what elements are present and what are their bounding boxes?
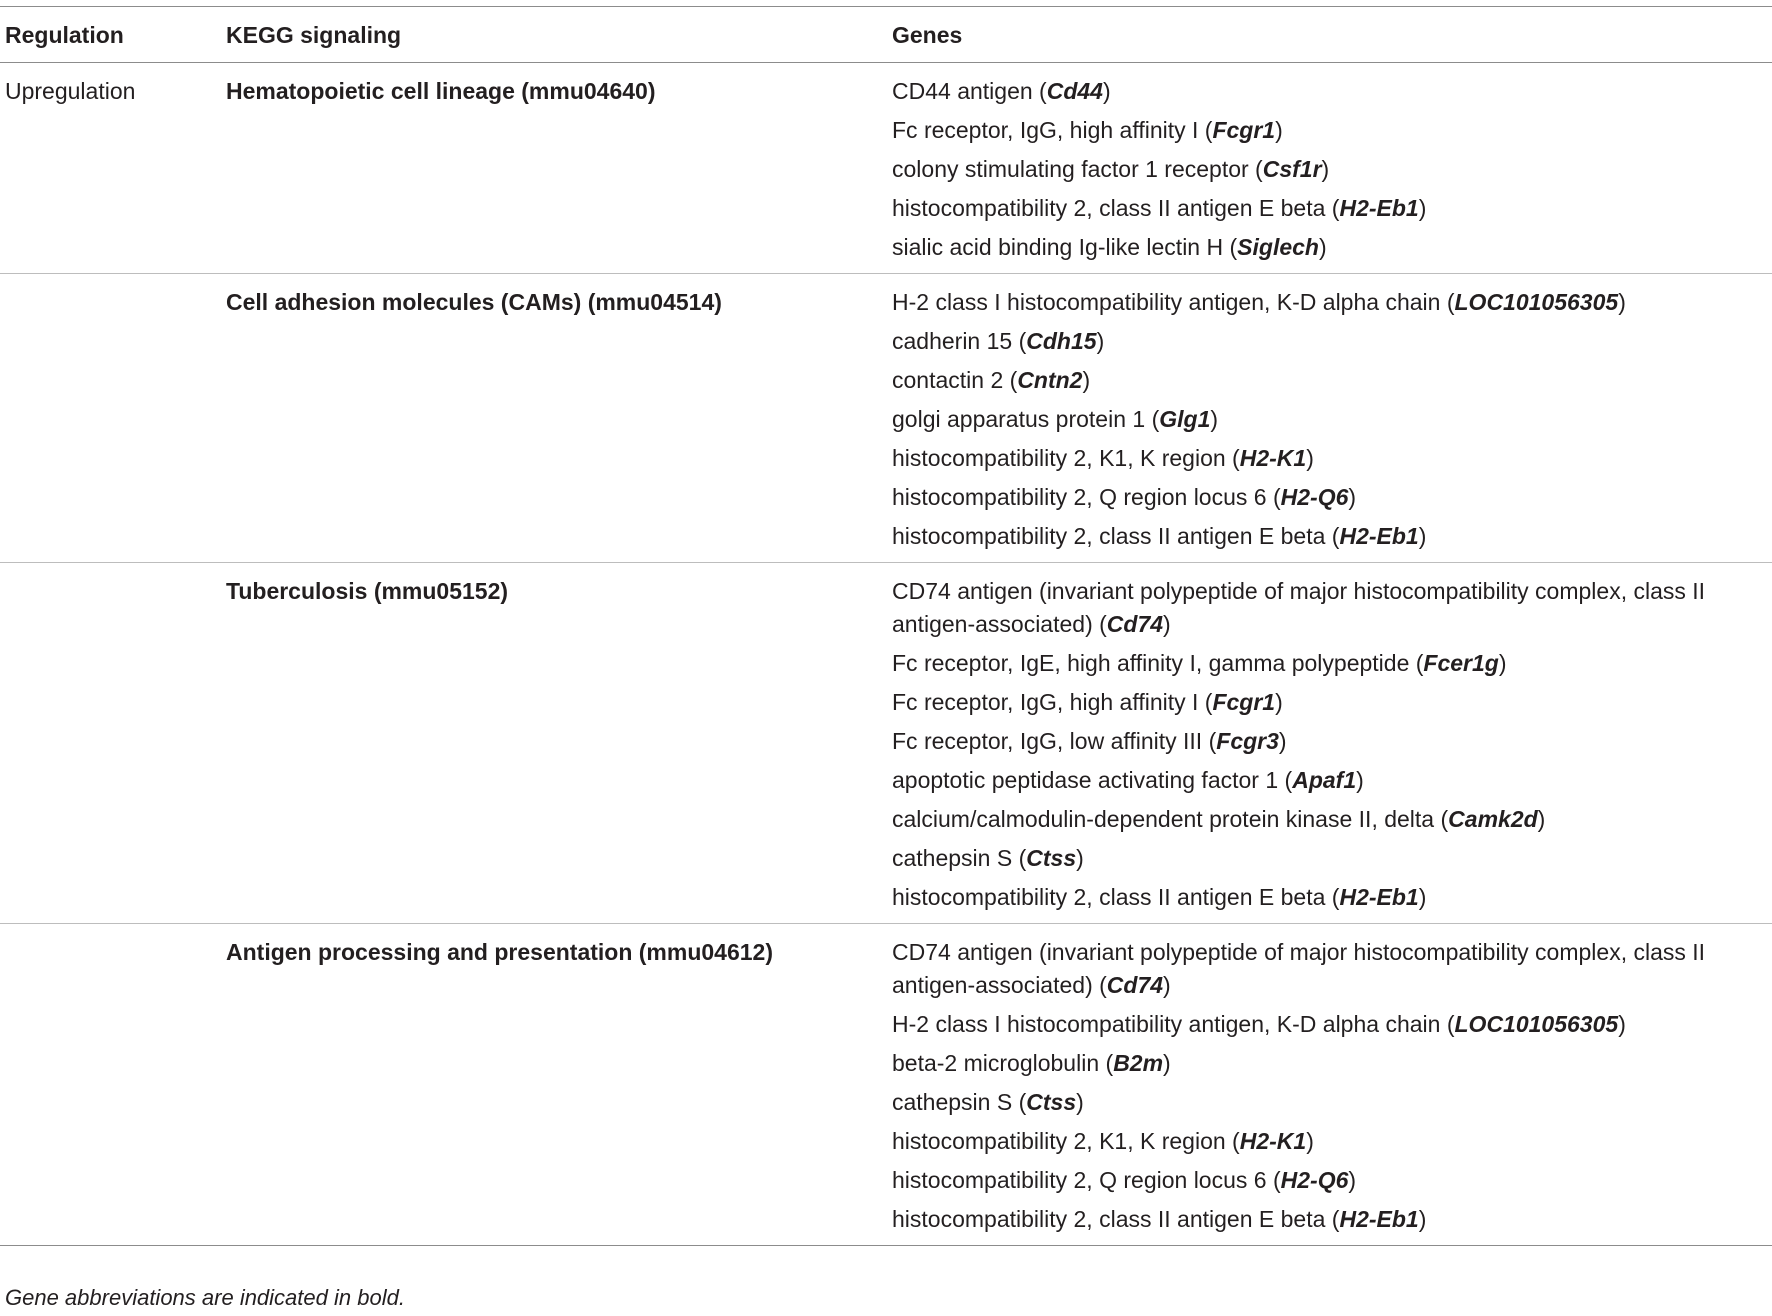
- gene-name: histocompatibility 2, class II antigen E beta: [892, 884, 1326, 910]
- gene-symbol: H2-Eb1: [1339, 884, 1419, 910]
- gene-symbol: Glg1: [1159, 406, 1211, 432]
- gene-name: sialic acid binding Ig-like lectin H: [892, 234, 1224, 260]
- gene-name: histocompatibility 2, Q region locus 6: [892, 1167, 1267, 1193]
- gene-symbol: Camk2d: [1448, 806, 1538, 832]
- gene-item: beta-2 microglobulin (B2m): [892, 1050, 1171, 1076]
- table-row: [0, 63, 1772, 274]
- pathway-cell: Cell adhesion molecules (CAMs) (mmu04514): [226, 289, 722, 315]
- table-container: [0, 6, 1772, 1246]
- gene-symbol: Fcgr3: [1216, 728, 1279, 754]
- gene-symbol: Cd74: [1106, 972, 1164, 998]
- gene-name: histocompatibility 2, Q region locus 6: [892, 484, 1267, 510]
- gene-symbol: Fcer1g: [1423, 650, 1499, 676]
- gene-name: colony stimulating factor 1 receptor: [892, 156, 1249, 182]
- gene-name: cathepsin S: [892, 1089, 1013, 1115]
- table-row: [0, 924, 1772, 1246]
- gene-symbol: H2-Eb1: [1339, 195, 1419, 221]
- gene-item: H-2 class I histocompatibility antigen, K-D alpha chain (LOC101056305): [892, 1011, 1626, 1037]
- genes-cell: [892, 274, 1772, 563]
- pathway-cell: Tuberculosis (mmu05152): [226, 578, 509, 604]
- gene-symbol: H2-Eb1: [1339, 1206, 1419, 1232]
- gene-item: CD44 antigen (Cd44): [892, 78, 1111, 104]
- gene-name: CD74 antigen (invariant polypeptide of major histocompatibility complex, class II antigen-associated): [892, 578, 1706, 637]
- gene-symbol: Apaf1: [1292, 767, 1357, 793]
- gene-item: histocompatibility 2, class II antigen E beta (H2-Eb1): [892, 523, 1427, 549]
- gene-item: histocompatibility 2, Q region locus 6 (H2-Q6): [892, 1167, 1357, 1193]
- gene-name: Fc receptor, IgG, high affinity I: [892, 117, 1199, 143]
- gene-item: colony stimulating factor 1 receptor (Csf1r): [892, 156, 1330, 182]
- gene-name: Fc receptor, IgG, high affinity I: [892, 689, 1199, 715]
- pathway-cell: Antigen processing and presentation (mmu04612): [226, 939, 774, 965]
- gene-symbol: H2-K1: [1239, 1128, 1307, 1154]
- kegg-genes-table: [0, 6, 1772, 1246]
- gene-list: [892, 75, 1772, 264]
- regulation-cell: [0, 924, 226, 1246]
- gene-symbol: B2m: [1113, 1050, 1164, 1076]
- header-regulation: Regulation: [5, 22, 124, 48]
- genes-cell: [892, 924, 1772, 1246]
- gene-name: contactin 2: [892, 367, 1004, 393]
- gene-item: histocompatibility 2, K1, K region (H2-K1): [892, 445, 1314, 471]
- header-genes: Genes: [892, 22, 963, 48]
- gene-name: golgi apparatus protein 1: [892, 406, 1146, 432]
- table-header-row: [0, 7, 1772, 63]
- gene-name: apoptotic peptidase activating factor 1: [892, 767, 1279, 793]
- gene-symbol: H2-Eb1: [1339, 523, 1419, 549]
- gene-name: calcium/calmodulin-dependent protein kinase II, delta: [892, 806, 1435, 832]
- gene-item: cathepsin S (Ctss): [892, 845, 1084, 871]
- header-kegg-signaling: KEGG signaling: [226, 22, 402, 48]
- gene-item: Fc receptor, IgG, high affinity I (Fcgr1): [892, 117, 1283, 143]
- gene-name: histocompatibility 2, class II antigen E beta: [892, 523, 1326, 549]
- gene-item: histocompatibility 2, class II antigen E beta (H2-Eb1): [892, 884, 1427, 910]
- gene-name: Fc receptor, IgG, low affinity III: [892, 728, 1203, 754]
- gene-item: CD74 antigen (invariant polypeptide of major histocompatibility complex, class II antigen-associated) (Cd74): [892, 939, 1706, 998]
- gene-item: Fc receptor, IgG, high affinity I (Fcgr1): [892, 689, 1283, 715]
- gene-item: cadherin 15 (Cdh15): [892, 328, 1105, 354]
- gene-item: cathepsin S (Ctss): [892, 1089, 1084, 1115]
- gene-symbol: Cd74: [1106, 611, 1164, 637]
- gene-name: histocompatibility 2, class II antigen E beta: [892, 1206, 1326, 1232]
- gene-name: beta-2 microglobulin: [892, 1050, 1100, 1076]
- gene-symbol: Siglech: [1237, 234, 1319, 260]
- gene-item: histocompatibility 2, K1, K region (H2-K1): [892, 1128, 1314, 1154]
- genes-cell: [892, 63, 1772, 274]
- gene-item: apoptotic peptidase activating factor 1 (Apaf1): [892, 767, 1364, 793]
- gene-symbol: Fcgr1: [1212, 117, 1276, 143]
- gene-symbol: Cntn2: [1017, 367, 1083, 393]
- gene-symbol: Cdh15: [1026, 328, 1097, 354]
- gene-symbol: Cd44: [1046, 78, 1103, 104]
- table-row: [0, 563, 1772, 924]
- gene-name: H-2 class I histocompatibility antigen, K-D alpha chain: [892, 289, 1441, 315]
- gene-symbol: LOC101056305: [1454, 289, 1619, 315]
- gene-symbol: H2-Q6: [1280, 1167, 1349, 1193]
- table-row: [0, 274, 1772, 563]
- gene-list: [892, 286, 1772, 553]
- gene-item: histocompatibility 2, class II antigen E beta (H2-Eb1): [892, 195, 1427, 221]
- pathway-cell: Hematopoietic cell lineage (mmu04640): [226, 78, 656, 104]
- gene-name: cathepsin S: [892, 845, 1013, 871]
- gene-item: H-2 class I histocompatibility antigen, K-D alpha chain (LOC101056305): [892, 289, 1626, 315]
- regulation-cell: [0, 274, 226, 563]
- gene-name: histocompatibility 2, K1, K region: [892, 1128, 1226, 1154]
- gene-item: histocompatibility 2, Q region locus 6 (H2-Q6): [892, 484, 1357, 510]
- gene-name: CD44 antigen: [892, 78, 1033, 104]
- gene-item: Fc receptor, IgE, high affinity I, gamma polypeptide (Fcer1g): [892, 650, 1507, 676]
- gene-item: histocompatibility 2, class II antigen E beta (H2-Eb1): [892, 1206, 1427, 1232]
- gene-symbol: H2-K1: [1239, 445, 1307, 471]
- gene-symbol: Fcgr1: [1212, 689, 1276, 715]
- gene-name: cadherin 15: [892, 328, 1013, 354]
- gene-list: [892, 575, 1772, 914]
- gene-item: CD74 antigen (invariant polypeptide of major histocompatibility complex, class II antigen-associated) (Cd74): [892, 578, 1706, 637]
- gene-item: Fc receptor, IgG, low affinity III (Fcgr3): [892, 728, 1287, 754]
- genes-cell: [892, 563, 1772, 924]
- gene-name: H-2 class I histocompatibility antigen, K-D alpha chain: [892, 1011, 1441, 1037]
- table-body: [0, 63, 1772, 1246]
- gene-item: calcium/calmodulin-dependent protein kinase II, delta (Camk2d): [892, 806, 1546, 832]
- gene-symbol: H2-Q6: [1280, 484, 1349, 510]
- gene-name: histocompatibility 2, K1, K region: [892, 445, 1226, 471]
- gene-item: sialic acid binding Ig-like lectin H (Siglech): [892, 234, 1327, 260]
- gene-list: [892, 936, 1772, 1236]
- gene-symbol: LOC101056305: [1454, 1011, 1619, 1037]
- regulation-cell: Upregulation: [5, 78, 136, 104]
- gene-symbol: Ctss: [1026, 1089, 1077, 1115]
- gene-name: histocompatibility 2, class II antigen E beta: [892, 195, 1326, 221]
- gene-name: Fc receptor, IgE, high affinity I, gamma polypeptide: [892, 650, 1410, 676]
- gene-name: CD74 antigen (invariant polypeptide of major histocompatibility complex, class II antigen-associated): [892, 939, 1706, 998]
- gene-symbol: Csf1r: [1262, 156, 1322, 182]
- gene-symbol: Ctss: [1026, 845, 1077, 871]
- gene-item: contactin 2 (Cntn2): [892, 367, 1091, 393]
- table-footnote: Gene abbreviations are indicated in bold.: [5, 1285, 405, 1310]
- gene-item: golgi apparatus protein 1 (Glg1): [892, 406, 1219, 432]
- regulation-cell: [0, 563, 226, 924]
